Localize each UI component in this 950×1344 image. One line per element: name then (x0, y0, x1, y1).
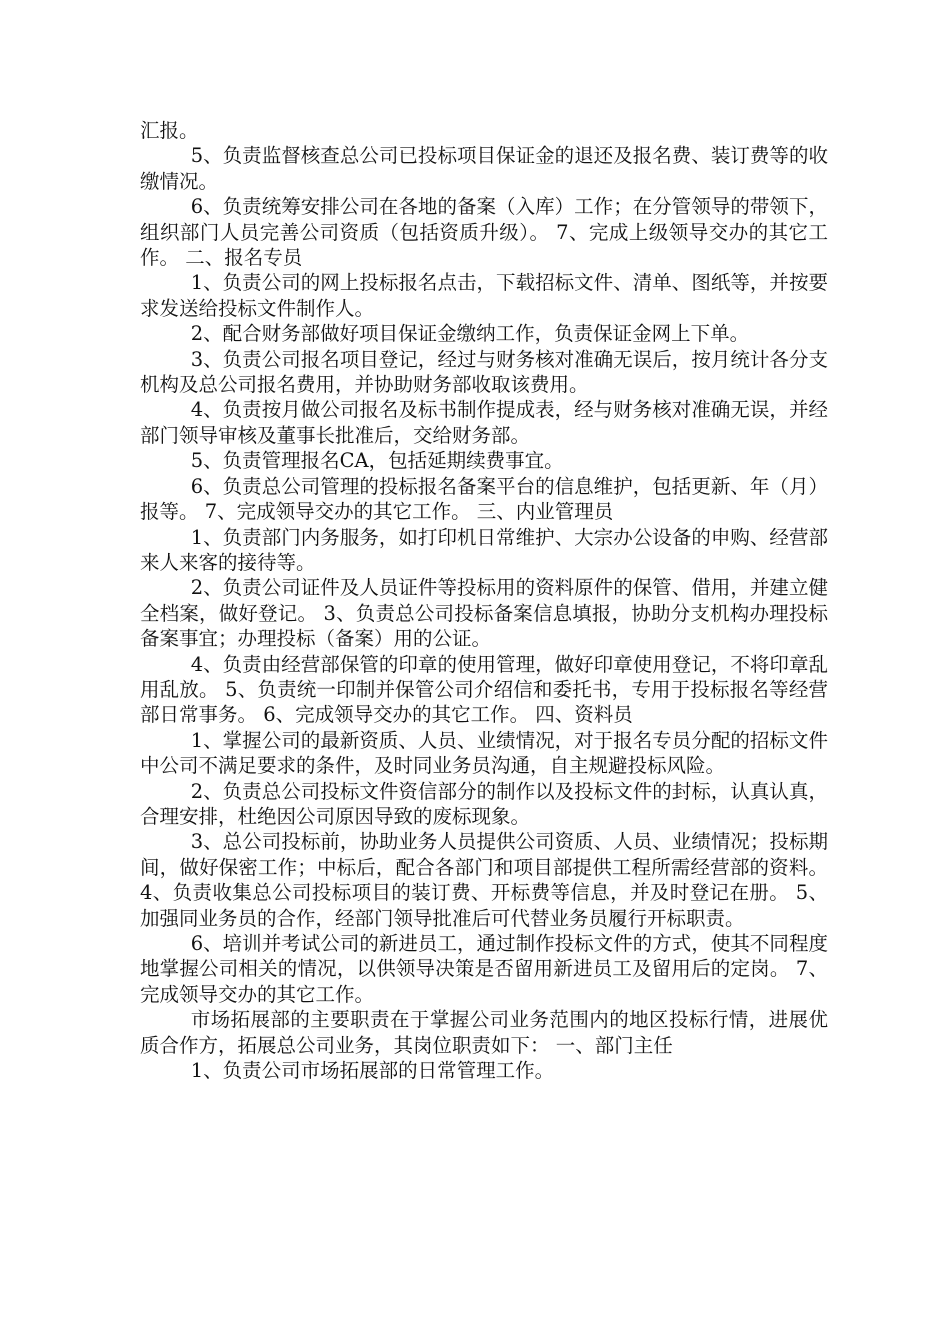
paragraph: 2、负责公司证件及人员证件等投标用的资料原件的保管、借用，并建立健全档案，做好登记。 3、负责总公司投标备案信息填报，协助分支机构办理投标备案事宜；办理投标（备案）用的公证。 (140, 576, 828, 651)
paragraph: 汇报。 (140, 119, 199, 142)
paragraph: 1、负责公司市场拓展部的日常管理工作。 (190, 1059, 555, 1083)
paragraph: 2、负责总公司投标文件资信部分的制作以及投标文件的封标，认真认真，合理安排，杜绝因公司原因导致的废标现象。 (140, 779, 828, 828)
paragraph: 6、负责统筹安排公司在各地的备案（入库）工作；在分管领导的带领下，组织部门人员完善公司资质（包括资质升级）。 7、完成上级领导交办的其它工作。 二、报名专员 (140, 195, 828, 270)
paragraph: 市场拓展部的主要职责在于掌握公司业务范围内的地区投标行情，进展优质合作方，拓展总公司业务，其岗位职责如下： 一、部门主任 (140, 1008, 828, 1057)
paragraph: 1、掌握公司的最新资质、人员、业绩情况，对于报名专员分配的招标文件中公司不满足要求的条件，及时同业务员沟通，自主规避投标风险。 (140, 728, 828, 778)
paragraph: 4、负责由经营部保管的印章的使用管理，做好印章使用登记，不将印章乱用乱放。 5、负责统一印制并保管公司介绍信和委托书，专用于投标报名等经营部日常事务。 6、完成领导交办的其它工作。 四、资料员 (140, 652, 828, 727)
paragraph: 5、负责监督核查总公司已投标项目保证金的退还及报名费、装订费等的收缴情况。 (140, 144, 828, 193)
paragraph: 5、负责管理报名CA，包括延期续费事宜。 (190, 449, 564, 473)
paragraph: 1、负责部门内务服务，如打印机日常维护、大宗办公设备的申购、经营部来人来客的接待等。 (140, 525, 828, 574)
paragraph: 2、配合财务部做好项目保证金缴纳工作，负责保证金网上下单。 (190, 322, 750, 346)
paragraph: 6、负责总公司管理的投标报名备案平台的信息维护，包括更新、年（月）报等。 7、完成领导交办的其它工作。 三、内业管理员 (140, 474, 828, 524)
paragraph: 4、负责按月做公司报名及标书制作提成表，经与财务核对准确无误，并经部门领导审核及董事长批准后，交给财务部。 (140, 398, 828, 447)
paragraph: 6、培训并考试公司的新进员工，通过制作投标文件的方式，使其不同程度地掌握公司相关的情况，以供领导决策是否留用新进员工及留用后的定岗。 7、完成领导交办的其它工作。 (140, 932, 828, 1006)
document-body (140, 118, 828, 1083)
paragraph: 3、总公司投标前，协助业务人员提供公司资质、人员、业绩情况；投标期间，做好保密工作；中标后，配合各部门和项目部提供工程所需经营部的资料。 4、负责收集总公司投标项目的装订费、开标费等信息，并及时登记在册。 5、加强同业务员的合作，经部门领导批准后可代替业务员履行开标职责。 (140, 830, 828, 930)
paragraph: 3、负责公司报名项目登记，经过与财务核对准确无误后，按月统计各分支机构及总公司报名费用，并协助财务部收取该费用。 (140, 347, 828, 397)
paragraph: 1、负责公司的网上投标报名点击，下载招标文件、清单、图纸等，并按要求发送给投标文件制作人。 (140, 271, 828, 320)
